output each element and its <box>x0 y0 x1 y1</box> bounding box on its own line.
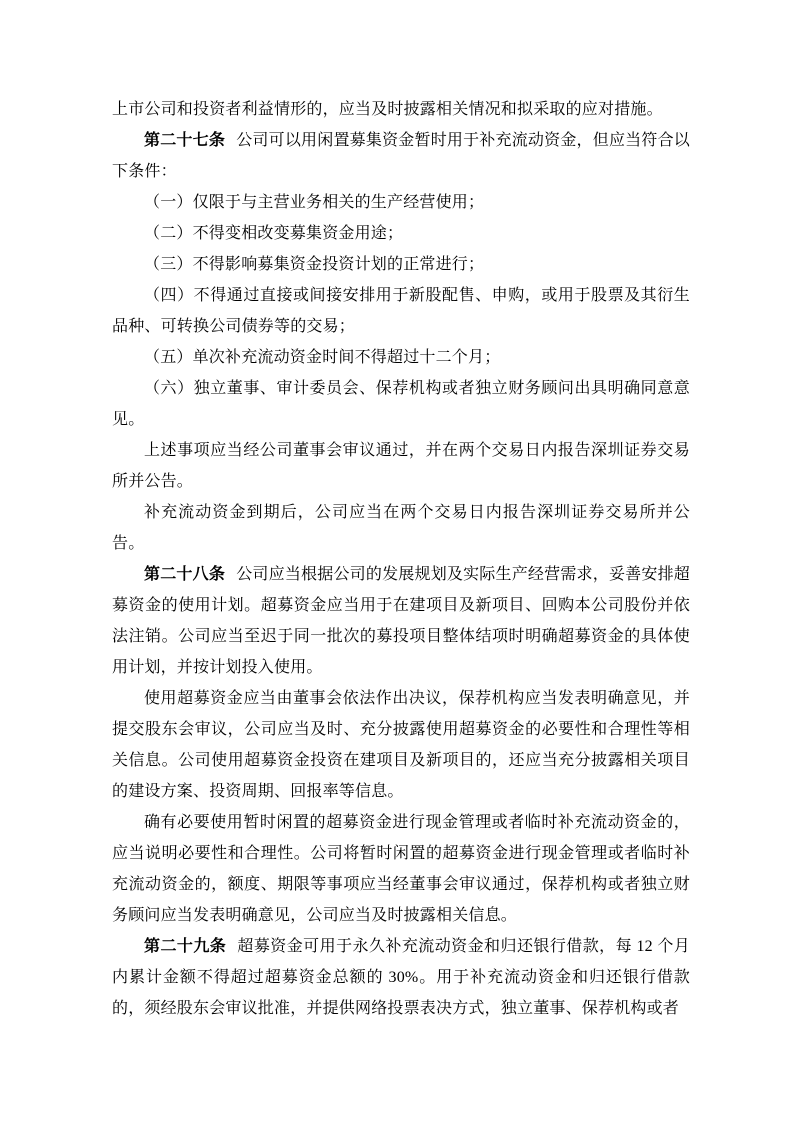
article-28-number: 第二十八条 <box>144 566 226 583</box>
article-28-text: 公司应当根据公司的发展规划及实际生产经营需求，妥善安排超募资金的使用计划。超募资金应当用于在建项目及新项目、回购本公司股份并依法注销。公司应当至迟于同一批次的募投项目整体结项时明确超募资金的具体使用计划，并按计划投入使用。 <box>112 566 690 676</box>
condition-item-3: （三）不得影响募集资金投资计划的正常进行； <box>144 256 485 273</box>
article-29-text: 超募资金可用于永久补充流动资金和归还银行借款，每 12 个月内累计金额不得超过超募资金总额的 30%。用于补充流动资金和归还银行借款的，须经股东会审议批准，并提供网络投票表决方式，独立董事、保荐机构或者 <box>112 938 690 1017</box>
article-27-text: 公司可以用闲置募集资金暂时用于补充流动资金，但应当符合以下条件： <box>112 132 690 180</box>
article-27 <box>112 125 690 187</box>
condition-item-4: （四）不得通过直接或间接安排用于新股配售、申购，或用于股票及其衍生品种、可转换公司债券等的交易； <box>112 287 690 335</box>
article-29 <box>112 931 690 1024</box>
paragraph-overraise-usage: 使用超募资金应当由董事会依法作出决议，保荐机构应当发表明确意见，并提交股东会审议，公司应当及时、充分披露使用超募资金的必要性和合理性等相关信息。公司使用超募资金投资在建项目及新项目的，还应当充分披露相关项目的建设方案、投资周期、回报率等信息。 <box>112 690 690 800</box>
paragraph-funds-expiry: 补充流动资金到期后，公司应当在两个交易日内报告深圳证券交易所并公告。 <box>112 504 690 552</box>
paragraph-idle-funds: 确有必要使用暂时闲置的超募资金进行现金管理或者临时补充流动资金的，应当说明必要性和合理性。公司将暂时闲置的超募资金进行现金管理或者临时补充流动资金的，额度、期限等事项应当经董事会审议通过，保荐机构或者独立财务顾问应当发表明确意见，公司应当及时披露相关信息。 <box>112 814 690 924</box>
article-29-number: 第二十九条 <box>144 938 227 955</box>
condition-item-6: （六）独立董事、审计委员会、保荐机构或者独立财务顾问出具明确同意意见。 <box>112 380 690 428</box>
article-27-number: 第二十七条 <box>144 132 226 149</box>
condition-item-2: （二）不得变相改变募集资金用途； <box>144 225 404 242</box>
condition-item-5: （五）单次补充流动资金时间不得超过十二个月； <box>144 349 501 366</box>
paragraph-board-review: 上述事项应当经公司董事会审议通过，并在两个交易日内报告深圳证券交易所并公告。 <box>112 442 690 490</box>
article-28 <box>112 559 690 683</box>
condition-item-1: （一）仅限于与主营业务相关的生产经营使用； <box>144 194 485 211</box>
paragraph-continuation: 上市公司和投资者利益情形的，应当及时披露相关情况和拟采取的应对措施。 <box>112 101 663 118</box>
